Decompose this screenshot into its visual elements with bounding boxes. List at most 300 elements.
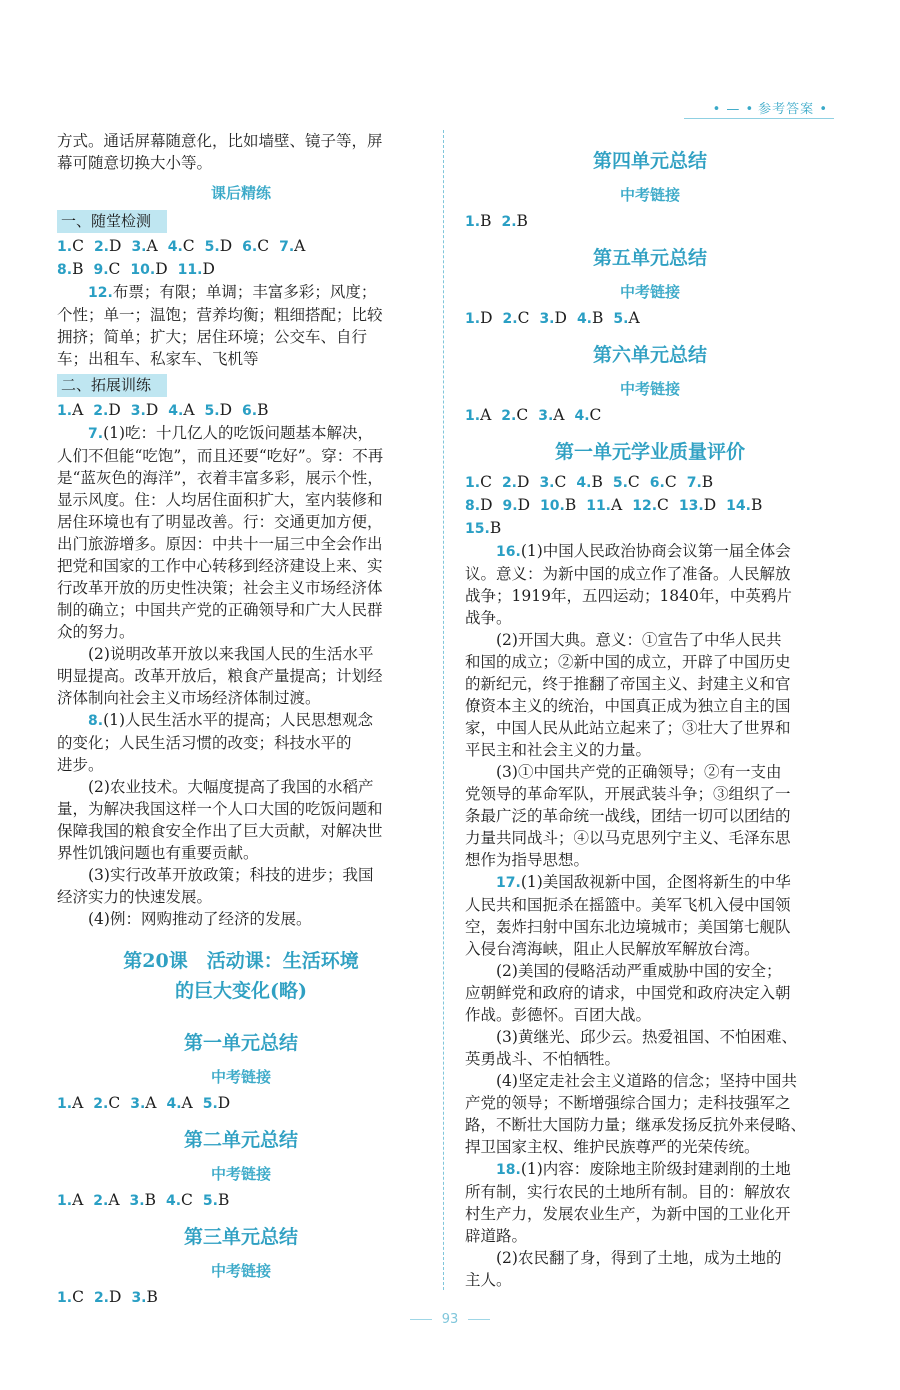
answer-number: 3. <box>538 408 554 424</box>
line-text: 作战。彭德怀。百团大战。 <box>465 1006 652 1024</box>
answer-item <box>94 1288 122 1306</box>
answer-item <box>166 1094 192 1112</box>
q17-part4 <box>465 1070 835 1158</box>
answer-number: 1. <box>57 1096 73 1112</box>
answer-number: 3. <box>539 311 555 327</box>
answer-number: 12. <box>632 498 658 514</box>
text-line <box>57 709 425 732</box>
q17-part2 <box>465 960 835 1026</box>
line-text: 家，中国人民从此站立起来了；③壮大了世界和 <box>465 719 791 737</box>
text-line <box>465 1203 835 1225</box>
answer-number: 9. <box>93 262 109 278</box>
eval-answers-row2 <box>465 494 835 517</box>
answer-item <box>242 401 268 419</box>
answer-choice: B <box>701 473 714 491</box>
text-line <box>465 607 835 629</box>
answer-item <box>538 406 564 424</box>
eval-title: 第一单元学业质量评价 <box>554 441 745 463</box>
answer-number: 7. <box>279 239 295 255</box>
text-line <box>57 643 425 665</box>
answer-number: 2. <box>502 311 518 327</box>
text-line <box>57 348 425 370</box>
line-text: (4)坚定走社会主义道路的信念；坚持中国共 <box>496 1072 797 1090</box>
answer-choice: B <box>591 473 603 491</box>
line-text: 捍卫国家主权、维护民族尊严的光荣传统。 <box>465 1138 760 1156</box>
answer-item <box>503 309 530 327</box>
answer-item <box>501 406 528 424</box>
text-line <box>57 130 425 152</box>
answer-number: 2. <box>93 1290 109 1306</box>
q18-answer <box>465 1158 835 1247</box>
text-line <box>465 1181 835 1203</box>
answer-choice: B <box>516 212 528 230</box>
line-text: 战争。 <box>465 609 512 627</box>
line-text: (1)中国人民政治协商会议第一届全体会 <box>520 542 791 560</box>
sec2-answers-row1 <box>57 399 425 422</box>
text-line <box>465 673 835 695</box>
answer-item <box>539 309 567 327</box>
answer-choice: D <box>155 260 168 278</box>
answer-number: 3. <box>130 1096 146 1112</box>
right-column <box>465 130 835 1291</box>
line-text: 明显提高。改革开放后，粮食产量提高；计划经 <box>57 667 383 685</box>
question-number: 16. <box>496 544 521 560</box>
answer-number: 11. <box>586 498 612 514</box>
answer-number: 4. <box>167 239 183 255</box>
answer-number: 14. <box>726 498 751 514</box>
answer-choice: D <box>480 309 493 327</box>
answer-item <box>205 401 233 419</box>
text-line <box>465 585 835 607</box>
sec1-answers-row2 <box>57 258 425 281</box>
text-line <box>465 695 835 717</box>
answer-item <box>503 496 531 514</box>
line-text: 出门旅游增多。原因：中共十一届三中全会作出 <box>57 535 383 553</box>
unit3-title: 第三单元总结 <box>183 1226 298 1248</box>
text-line <box>57 798 425 820</box>
answer-choice: B <box>564 496 577 514</box>
answer-number: 2. <box>93 1096 109 1112</box>
answer-item <box>93 1094 120 1112</box>
answer-number: 15. <box>465 521 490 537</box>
answer-item <box>166 1191 193 1209</box>
answer-item <box>540 496 576 514</box>
answer-item <box>613 309 639 327</box>
text-line <box>465 1070 835 1092</box>
page-number-text: 93 <box>441 1312 459 1327</box>
answer-item <box>57 1191 83 1209</box>
unit3-subtitle: 中考链接 <box>210 1262 271 1280</box>
answer-item <box>168 237 195 255</box>
answer-item <box>57 260 83 278</box>
text-line <box>465 805 835 827</box>
text-line <box>57 422 425 445</box>
answer-item <box>465 309 493 327</box>
q16-part2 <box>465 629 835 761</box>
text-line <box>465 1269 835 1291</box>
line-text: 众的努力。 <box>57 623 135 641</box>
text-line <box>465 1026 835 1048</box>
answer-item <box>94 237 122 255</box>
answer-choice: A <box>553 406 565 424</box>
answer-choice: C <box>554 473 567 491</box>
text-line <box>57 842 425 864</box>
text-line <box>465 1247 835 1269</box>
line-text: (1)美国敌视新中国，企图将新生的中华 <box>520 873 791 891</box>
answer-item <box>501 212 527 230</box>
answer-item <box>130 1094 156 1112</box>
answer-choice: A <box>183 401 195 419</box>
answer-number: 10. <box>130 262 156 278</box>
answer-item <box>726 496 762 514</box>
answer-number: 1. <box>57 239 73 255</box>
text-line <box>57 886 425 908</box>
answer-choice: C <box>480 473 492 491</box>
answer-item <box>577 309 603 327</box>
answer-number: 5. <box>202 1193 218 1209</box>
text-line <box>57 152 425 174</box>
answer-number: 7. <box>686 475 702 491</box>
answer-choice: A <box>72 1094 84 1112</box>
unit1-subtitle: 中考链接 <box>210 1068 271 1086</box>
answer-choice: D <box>219 401 233 419</box>
answer-item <box>93 401 121 419</box>
line-text: 个性；单一；温饱；营养均衡；粗细搭配；比较 <box>57 306 383 324</box>
unit3-answers <box>57 1286 425 1309</box>
answer-item <box>131 1288 157 1306</box>
unit1-answers <box>57 1092 425 1115</box>
unit5-answers <box>465 307 835 330</box>
unit4-title: 第四单元总结 <box>592 150 707 172</box>
answer-number: 2. <box>93 1193 109 1209</box>
answer-item <box>502 473 530 491</box>
line-text: 力量共同战斗；④以马克思列宁主义、毛泽东思 <box>465 829 791 847</box>
text-line <box>57 665 425 687</box>
text-line <box>465 739 835 761</box>
answer-item <box>57 1288 84 1306</box>
section-1-title: 一、随堂检测 <box>57 210 167 233</box>
answer-choice: D <box>219 237 233 255</box>
answer-number: 9. <box>502 498 518 514</box>
answer-choice: C <box>517 309 530 327</box>
answer-choice: C <box>516 406 529 424</box>
answer-choice: D <box>480 496 493 514</box>
course-practice-title: 课后精练 <box>210 184 271 202</box>
page-dash-right <box>468 1319 490 1320</box>
answer-choice: C <box>181 1191 193 1209</box>
unit6-title: 第六单元总结 <box>592 344 707 366</box>
q8-part3 <box>57 864 425 908</box>
q17-part3 <box>465 1026 835 1070</box>
line-text: 战争；1919年，五四运动；1840年，中英鸦片 <box>465 587 792 605</box>
answer-number: 8. <box>465 498 481 514</box>
answer-choice: C <box>108 1094 121 1112</box>
line-text: 主人。 <box>465 1271 512 1289</box>
text-line <box>465 960 835 982</box>
line-text: 显示风度。住：人均居住面积扩大，室内装修和 <box>57 491 383 509</box>
question-number: 12. <box>88 285 113 301</box>
answer-choice: C <box>182 237 195 255</box>
text-line <box>57 326 425 348</box>
answer-item <box>465 496 493 514</box>
line-text: 居住环境也有了明显改善。行：交通更加方便， <box>57 513 383 531</box>
answer-number: 3. <box>131 1290 147 1306</box>
answer-choice: D <box>202 260 215 278</box>
line-text: 幕可随意切换大小等。 <box>57 154 213 172</box>
text-line <box>465 1225 835 1247</box>
answer-choice: C <box>627 473 640 491</box>
column-divider <box>443 130 444 1290</box>
answer-item <box>131 401 159 419</box>
answer-item <box>650 473 677 491</box>
answer-choice: C <box>108 260 121 278</box>
answer-choice: C <box>72 1288 84 1306</box>
answer-item <box>57 237 84 255</box>
text-line <box>57 687 425 709</box>
answer-choice: D <box>703 496 717 514</box>
text-line <box>57 555 425 577</box>
answer-number: 1. <box>465 475 481 491</box>
answer-number: 5. <box>204 239 220 255</box>
text-line <box>57 577 425 599</box>
line-text: 所有制，实行农民的土地所有制。目的：解放农 <box>465 1183 791 1201</box>
unit4-answers <box>465 210 835 233</box>
line-text: 行改革开放的历史性决策；社会主义市场经济体 <box>57 579 383 597</box>
text-line <box>465 761 835 783</box>
line-text: 路，不断壮大国防力量；继承发扬反抗外来侵略、 <box>465 1116 807 1134</box>
answer-number: 2. <box>93 239 109 255</box>
question-number: 17. <box>496 875 521 891</box>
answer-choice: D <box>217 1094 231 1112</box>
answer-choice: A <box>181 1094 193 1112</box>
question-number: 8. <box>88 713 104 729</box>
header-dots-icon: • — • <box>712 102 755 117</box>
answer-item <box>57 1094 83 1112</box>
answer-number: 4. <box>574 408 590 424</box>
answer-choice: D <box>109 237 122 255</box>
answer-choice: A <box>611 496 623 514</box>
text-line <box>57 467 425 489</box>
answer-number: 6. <box>242 403 258 419</box>
answer-item <box>539 473 566 491</box>
answer-item <box>178 260 215 278</box>
line-text: 保障我国的粮食安全作出了巨大贡献，对解决世 <box>57 822 383 840</box>
line-text: 把党和国家的工作中心转移到经济建设上来、实 <box>57 557 383 575</box>
answer-item <box>576 473 602 491</box>
answer-number: 1. <box>465 311 481 327</box>
answer-item <box>574 406 601 424</box>
answer-number: 11. <box>177 262 203 278</box>
answer-choice: B <box>144 1191 156 1209</box>
line-text: (2)农业技术。大幅度提高了我国的水稻产 <box>88 778 374 796</box>
answer-number: 1. <box>57 1193 73 1209</box>
line-text: 经济实力的快速发展。 <box>57 888 213 906</box>
text-line <box>465 1136 835 1158</box>
question-number: 7. <box>88 426 104 442</box>
answer-item <box>130 260 167 278</box>
answer-item <box>93 260 120 278</box>
q16-answer <box>465 540 835 629</box>
text-line <box>465 629 835 651</box>
text-line <box>465 540 835 563</box>
answer-number: 3. <box>130 403 146 419</box>
answer-number: 2. <box>501 214 517 230</box>
text-line <box>57 533 425 555</box>
answer-choice: D <box>517 473 530 491</box>
text-line <box>57 864 425 886</box>
answer-item <box>93 1191 119 1209</box>
answer-number: 4. <box>576 311 592 327</box>
answer-number: 5. <box>613 311 629 327</box>
line-text: 布票；有限；单调；丰富多彩；风度； <box>112 283 377 301</box>
answer-number: 2. <box>501 475 517 491</box>
page-number <box>0 1312 900 1327</box>
answer-number: 4. <box>166 1096 182 1112</box>
q7-answer <box>57 422 425 643</box>
q8-part2 <box>57 776 425 864</box>
answer-item <box>465 519 501 537</box>
line-text: 僚资本主义的统治，中国真正成为独立自主的国 <box>465 697 791 715</box>
line-text: 制的确立；中国共产党的正确领导和广大人民群 <box>57 601 383 619</box>
answer-number: 4. <box>168 403 184 419</box>
line-text: 入侵台湾海峡，阻止人民解放军解放台湾。 <box>465 940 760 958</box>
left-column <box>57 130 425 1309</box>
answer-number: 1. <box>57 403 73 419</box>
unit5-title: 第五单元总结 <box>592 247 707 269</box>
answer-item <box>131 237 157 255</box>
answer-choice: C <box>257 237 270 255</box>
line-text: 平民主和社会主义的力量。 <box>465 741 652 759</box>
answer-number: 10. <box>540 498 565 514</box>
answer-item <box>168 401 194 419</box>
q8-part4: (4)例：网购推动了经济的发展。 <box>88 910 312 928</box>
text-line <box>57 776 425 798</box>
unit4-subtitle: 中考链接 <box>619 186 680 204</box>
answer-choice: B <box>217 1191 230 1209</box>
line-text: 车；出租车、私家车、飞机等 <box>57 350 259 368</box>
answer-item <box>632 496 669 514</box>
header-rule <box>684 118 834 119</box>
line-text: 人民共和国扼杀在摇篮中。美军飞机入侵中国领 <box>465 896 791 914</box>
line-text: (3)黄继光、邱少云。热爱祖国、不怕困难、 <box>496 1028 797 1046</box>
line-text: (2)开国大典。意义：①宣告了中华人民共 <box>496 631 782 649</box>
unit5-subtitle: 中考链接 <box>619 283 680 301</box>
answer-choice: C <box>72 237 84 255</box>
answer-number: 3. <box>131 239 147 255</box>
line-text: 村生产力，发展农业生产，为新中国的工业化开 <box>465 1205 791 1223</box>
unit2-answers <box>57 1189 425 1212</box>
answer-number: 4. <box>576 475 592 491</box>
line-text: 和国的成立；②新中国的成立，开辟了中国历史 <box>465 653 791 671</box>
answer-choice: B <box>592 309 604 327</box>
answer-choice: B <box>489 519 502 537</box>
text-line <box>57 281 425 304</box>
answer-item <box>465 212 491 230</box>
line-text: 议。意义：为新中国的成立作了准备。人民解放 <box>465 565 791 583</box>
answer-choice: D <box>554 309 567 327</box>
line-text: (1)人民生活水平的提高；人民思想观念 <box>103 711 374 729</box>
text-line <box>465 827 835 849</box>
answer-item <box>465 473 492 491</box>
text-line <box>465 1158 835 1181</box>
answer-choice: B <box>257 401 269 419</box>
answer-choice: A <box>628 309 640 327</box>
answer-item <box>613 473 640 491</box>
answer-choice: B <box>146 1288 158 1306</box>
answer-number: 3. <box>129 1193 145 1209</box>
text-line <box>465 563 835 585</box>
answer-item <box>205 237 233 255</box>
unit1-title: 第一单元总结 <box>183 1032 298 1054</box>
line-text: 量，为解决我国这样一个人口大国的吃饭问题和 <box>57 800 383 818</box>
unit6-answers <box>465 404 835 427</box>
line-text: 是“蓝灰色的海洋”，衣着丰富多彩，展示个性， <box>57 469 383 487</box>
q16-part3 <box>465 761 835 871</box>
answer-number: 6. <box>242 239 258 255</box>
line-text: 辟道路。 <box>465 1227 528 1245</box>
line-text: 济体制向社会主义市场经济体制过渡。 <box>57 689 321 707</box>
text-line <box>57 599 425 621</box>
text-line <box>57 754 425 776</box>
answer-number: 3. <box>539 475 555 491</box>
answer-item <box>203 1094 231 1112</box>
answer-item <box>203 1191 229 1209</box>
line-text: (2)美国的侵略活动严重威胁中国的安全； <box>496 962 782 980</box>
answer-item <box>687 473 713 491</box>
line-text: 人们不但能“吃饱”，而且还要“吃好”。穿：不再 <box>57 447 384 465</box>
text-line <box>57 489 425 511</box>
answer-number: 8. <box>57 262 73 278</box>
answer-choice: A <box>480 406 492 424</box>
text-line <box>465 849 835 871</box>
line-text: 拥挤；简单；扩大；居住环境；公交车、自行 <box>57 328 368 346</box>
answer-choice: B <box>750 496 763 514</box>
text-line <box>465 894 835 916</box>
answer-number: 5. <box>202 1096 218 1112</box>
text-line <box>465 717 835 739</box>
line-text: (2)农民翻了身，得到了土地，成为土地的 <box>496 1249 782 1267</box>
line-text: 应朝鲜党和政府的请求，中国党和政府决定入朝 <box>465 984 791 1002</box>
answer-choice: D <box>517 496 530 514</box>
answer-number: 1. <box>465 408 481 424</box>
eval-answers-row1 <box>465 471 835 494</box>
q12-answer <box>57 281 425 370</box>
answer-choice: D <box>145 401 159 419</box>
line-text: (1)吃：十几亿人的吃饭问题基本解决， <box>103 424 374 442</box>
answer-item <box>586 496 622 514</box>
question-number: 18. <box>496 1162 521 1178</box>
line-text: 想作为指导思想。 <box>465 851 590 869</box>
line-text: (1)内容：废除地主阶级封建剥削的土地 <box>520 1160 791 1178</box>
answer-number: 2. <box>93 403 109 419</box>
answer-item <box>465 406 491 424</box>
eval-answers-row3 <box>465 517 835 540</box>
answer-number: 1. <box>465 214 481 230</box>
answer-choice: C <box>589 406 602 424</box>
line-text: 的新纪元，终于推翻了帝国主义、封建主义和官 <box>465 675 791 693</box>
header-dot-icon: • <box>814 102 828 117</box>
lesson20-title-line2: 的巨大变化(略) <box>175 980 307 1002</box>
text-line <box>57 732 425 754</box>
unit6-subtitle: 中考链接 <box>619 380 680 398</box>
text-line <box>465 1092 835 1114</box>
text-line <box>57 820 425 842</box>
answer-choice: A <box>146 237 158 255</box>
text-line <box>465 916 835 938</box>
answer-choice: D <box>109 1288 122 1306</box>
text-line <box>465 871 835 894</box>
line-text: 条最广泛的革命统一战线，团结一切可以团结的 <box>465 807 791 825</box>
